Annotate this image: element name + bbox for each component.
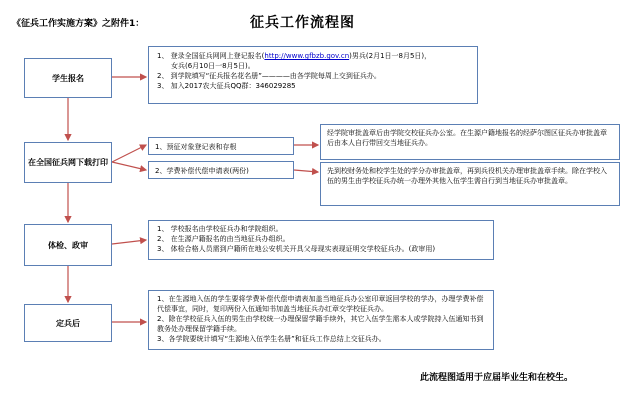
form-tuition-compensation [148, 161, 294, 179]
arrow-item2-to-result2 [294, 170, 318, 172]
arrow-step3-to-details [112, 240, 146, 244]
registration-detail-3: 3、 加入2017农大征兵QQ群：346029285 [157, 82, 296, 90]
result-text: 经学院审批盖章后由学院交校征兵办公室。在生源户籍地报名的经萨尔图区征兵办审批盖章后由本人自行带回交当地征兵办。 [327, 129, 607, 147]
step-label: 学生报名 [52, 73, 84, 83]
conscription-website-link[interactable]: http://www.gfbzb.gov.cn [264, 52, 350, 60]
document-reference: 《征兵工作实施方案》之附件1： [12, 19, 145, 29]
step-label: 在全国征兵网下载打印 [28, 158, 108, 167]
step-medical-political-review [24, 224, 112, 266]
page-title: 征兵工作流程图 [250, 15, 355, 31]
step-student-registration [24, 58, 112, 98]
step-label: 体检、政审 [48, 240, 88, 250]
result-tuition-compensation [320, 162, 620, 206]
step-label: 定兵后 [56, 318, 80, 328]
post-enlistment-detail-2: 2、除在学校征兵入伍的男生由学校统一办理保留学籍手续外，其它入伍学生需本人或学院持入伍通知书到教务处办理保留学籍手续。 [157, 315, 484, 333]
post-enlistment-details [148, 290, 494, 350]
arrow-step2-to-item2 [112, 162, 146, 170]
result-registration-record [320, 124, 620, 160]
result-text: 先到校财务处和校学生处的学分办审批盖章，再到兵役机关办理审批盖章手续。除在学校入伍的男生由学校征兵办统一办理外其他入伍学生需自行到当地征兵办审批盖章。 [327, 167, 607, 185]
item-text: 1、预征对象登记表和存根 [155, 143, 237, 151]
review-detail-2: 2、 在生源户籍报名的由当地征兵办组织。 [157, 235, 290, 243]
detail-text: )男兵(2月1日一8月5日)， [349, 52, 432, 60]
registration-detail-1 [157, 51, 469, 61]
registration-details [148, 46, 478, 104]
post-enlistment-detail-3: 3、各学院要统计填写“生源地入伍学生名册”和征兵工作总结上交征兵办。 [157, 335, 386, 343]
review-details [148, 220, 494, 260]
arrow-step2-to-item1 [112, 145, 146, 162]
applicability-note: 此流程图适用于应届毕业生和在校生。 [420, 373, 574, 383]
registration-detail-1b: 女兵(6月10日一8月5日)。 [171, 62, 255, 70]
review-detail-3: 3、 体检合格人员需到户籍所在地公安机关开具父母现实表现证明交学校征兵办。(政审用) [157, 245, 436, 253]
review-detail-1: 1、 学校报名由学校征兵办和学院组织。 [157, 225, 283, 233]
form-registration-record [148, 137, 294, 155]
step-after-enlistment [24, 304, 112, 342]
step-download-print [24, 142, 112, 183]
item-text: 2、学费补偿代偿申请表(两份) [155, 167, 249, 175]
registration-detail-2: 2、 到学院填写“征兵报名花名册”————由各学院每周上交到征兵办。 [157, 72, 381, 80]
detail-text: 1、 登录全国征兵网网上登记报名( [157, 52, 265, 60]
post-enlistment-detail-1: 1、在生源地入伍的学生要将学费补偿代偿申请表加盖当地征兵办公室印章返回学校的学办，办理学费补偿代偿事宜，同时，复印两份入伍通知书加盖当地征兵办红章交学校征兵办。 [157, 295, 484, 313]
